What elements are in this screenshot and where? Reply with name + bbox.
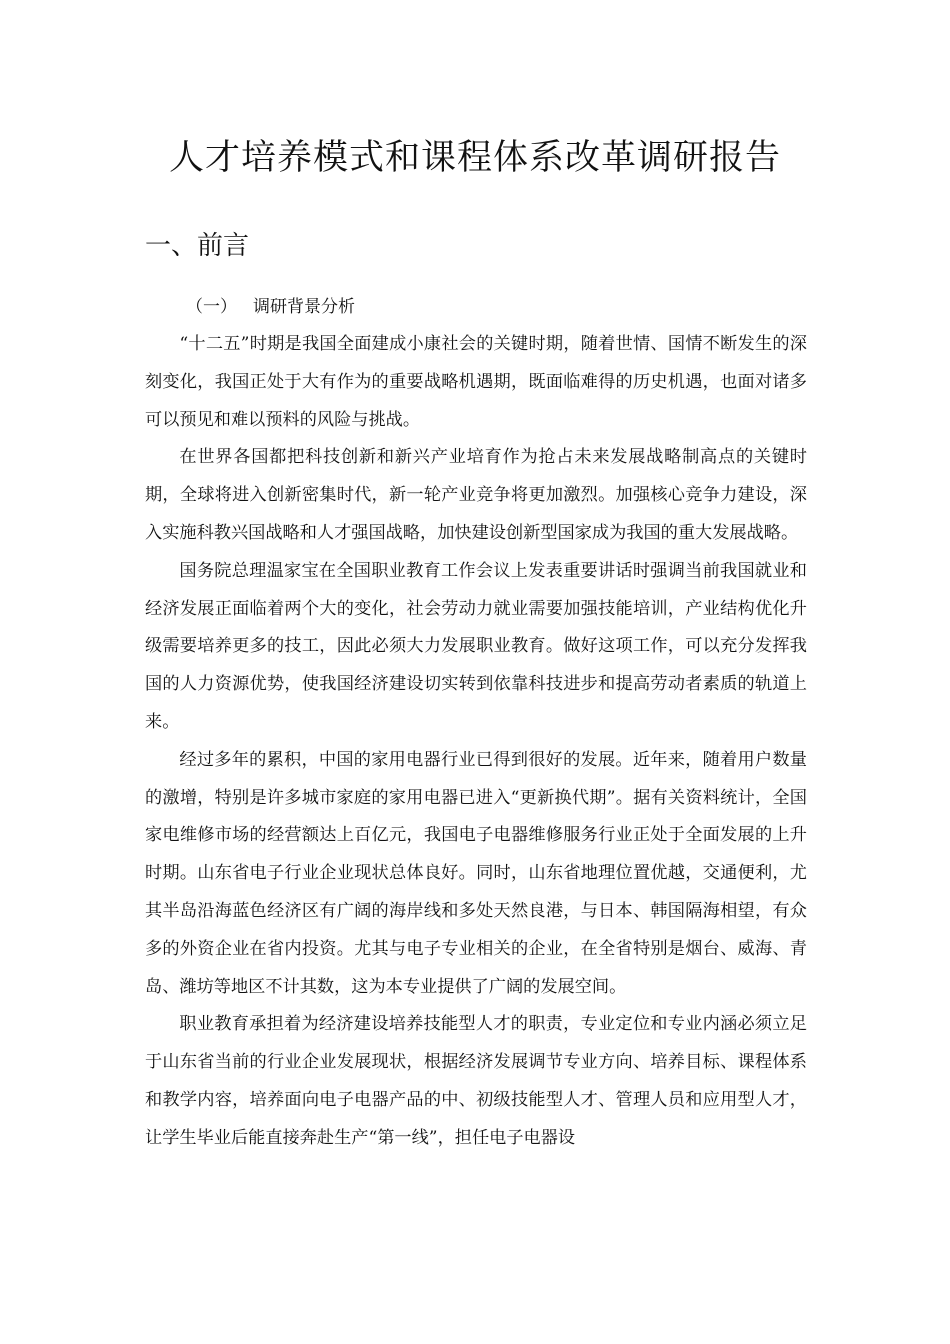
document-title: 人才培养模式和课程体系改革调研报告 (168, 138, 781, 178)
paragraph-vocational-education: 国务院总理温家宝在全国职业教育工作会议上发表重要讲话时强调当前我国就业和经济发展正面临着两个大的变化，社会劳动力就业需要加强技能培训，产业结构优化升级需要培养更多的技工，因此必须大力发展职业教育。做好这项工作，可以充分发挥我国的人力资源优势，使我国经济建设切实转到依靠科技进步和提高劳动者素质的轨道上来。 (145, 560, 807, 732)
body-text (145, 326, 807, 1158)
paragraph-five-year-plan: “十二五”时期是我国全面建成小康社会的关键时期，随着世情、国情不断发生的深刻变化，我国正处于大有作为的重要战略机遇期，既面临难得的历史机遇，也面对诸多可以预见和难以预料的风险与挑战。 (145, 334, 807, 430)
paragraph-training-goals: 职业教育承担着为经济建设培养技能型人才的职责，专业定位和专业内涵必须立足于山东省当前的行业企业发展现状，根据经济发展调节专业方向、培养目标、课程体系和教学内容，培养面向电子电器产品的中、初级技能型人才、管理人员和应用型人才，让学生毕业后能直接奔赴生产“第一线”，担任电子电器设 (145, 1014, 807, 1148)
paragraph-innovation: 在世界各国都把科技创新和新兴产业培育作为抢占未来发展战略制高点的关键时期，全球将进入创新密集时代，新一轮产业竞争将更加激烈。加强核心竞争力建设，深入实施科教兴国战略和人才强国战略，加快建设创新型国家成为我国的重大发展战略。 (145, 447, 807, 543)
subsection-number: （一） (186, 297, 237, 317)
subsection-title: 调研背景分析 (253, 297, 355, 317)
section-heading-preface: 一、前言 (145, 231, 250, 261)
subsection-heading-background (186, 292, 355, 322)
paragraph-appliance-industry: 经过多年的累积，中国的家用电器行业已得到很好的发展。近年来，随着用户数量的激增，特别是许多城市家庭的家用电器已进入“更新换代期”。据有关资料统计，全国家电维修市场的经营额达上百亿元，我国电子电器维修服务行业正处于全面发展的上升时期。山东省电子行业企业现状总体良好。同时，山东省地理位置优越，交通便利，尤其半岛沿海蓝色经济区有广阔的海岸线和多处天然良港，与日本、韩国隔海相望，有众多的外资企业在省内投资。尤其与电子专业相关的企业，在全省特别是烟台、威海、青岛、潍坊等地区不计其数，这为本专业提供了广阔的发展空间。 (145, 749, 807, 997)
